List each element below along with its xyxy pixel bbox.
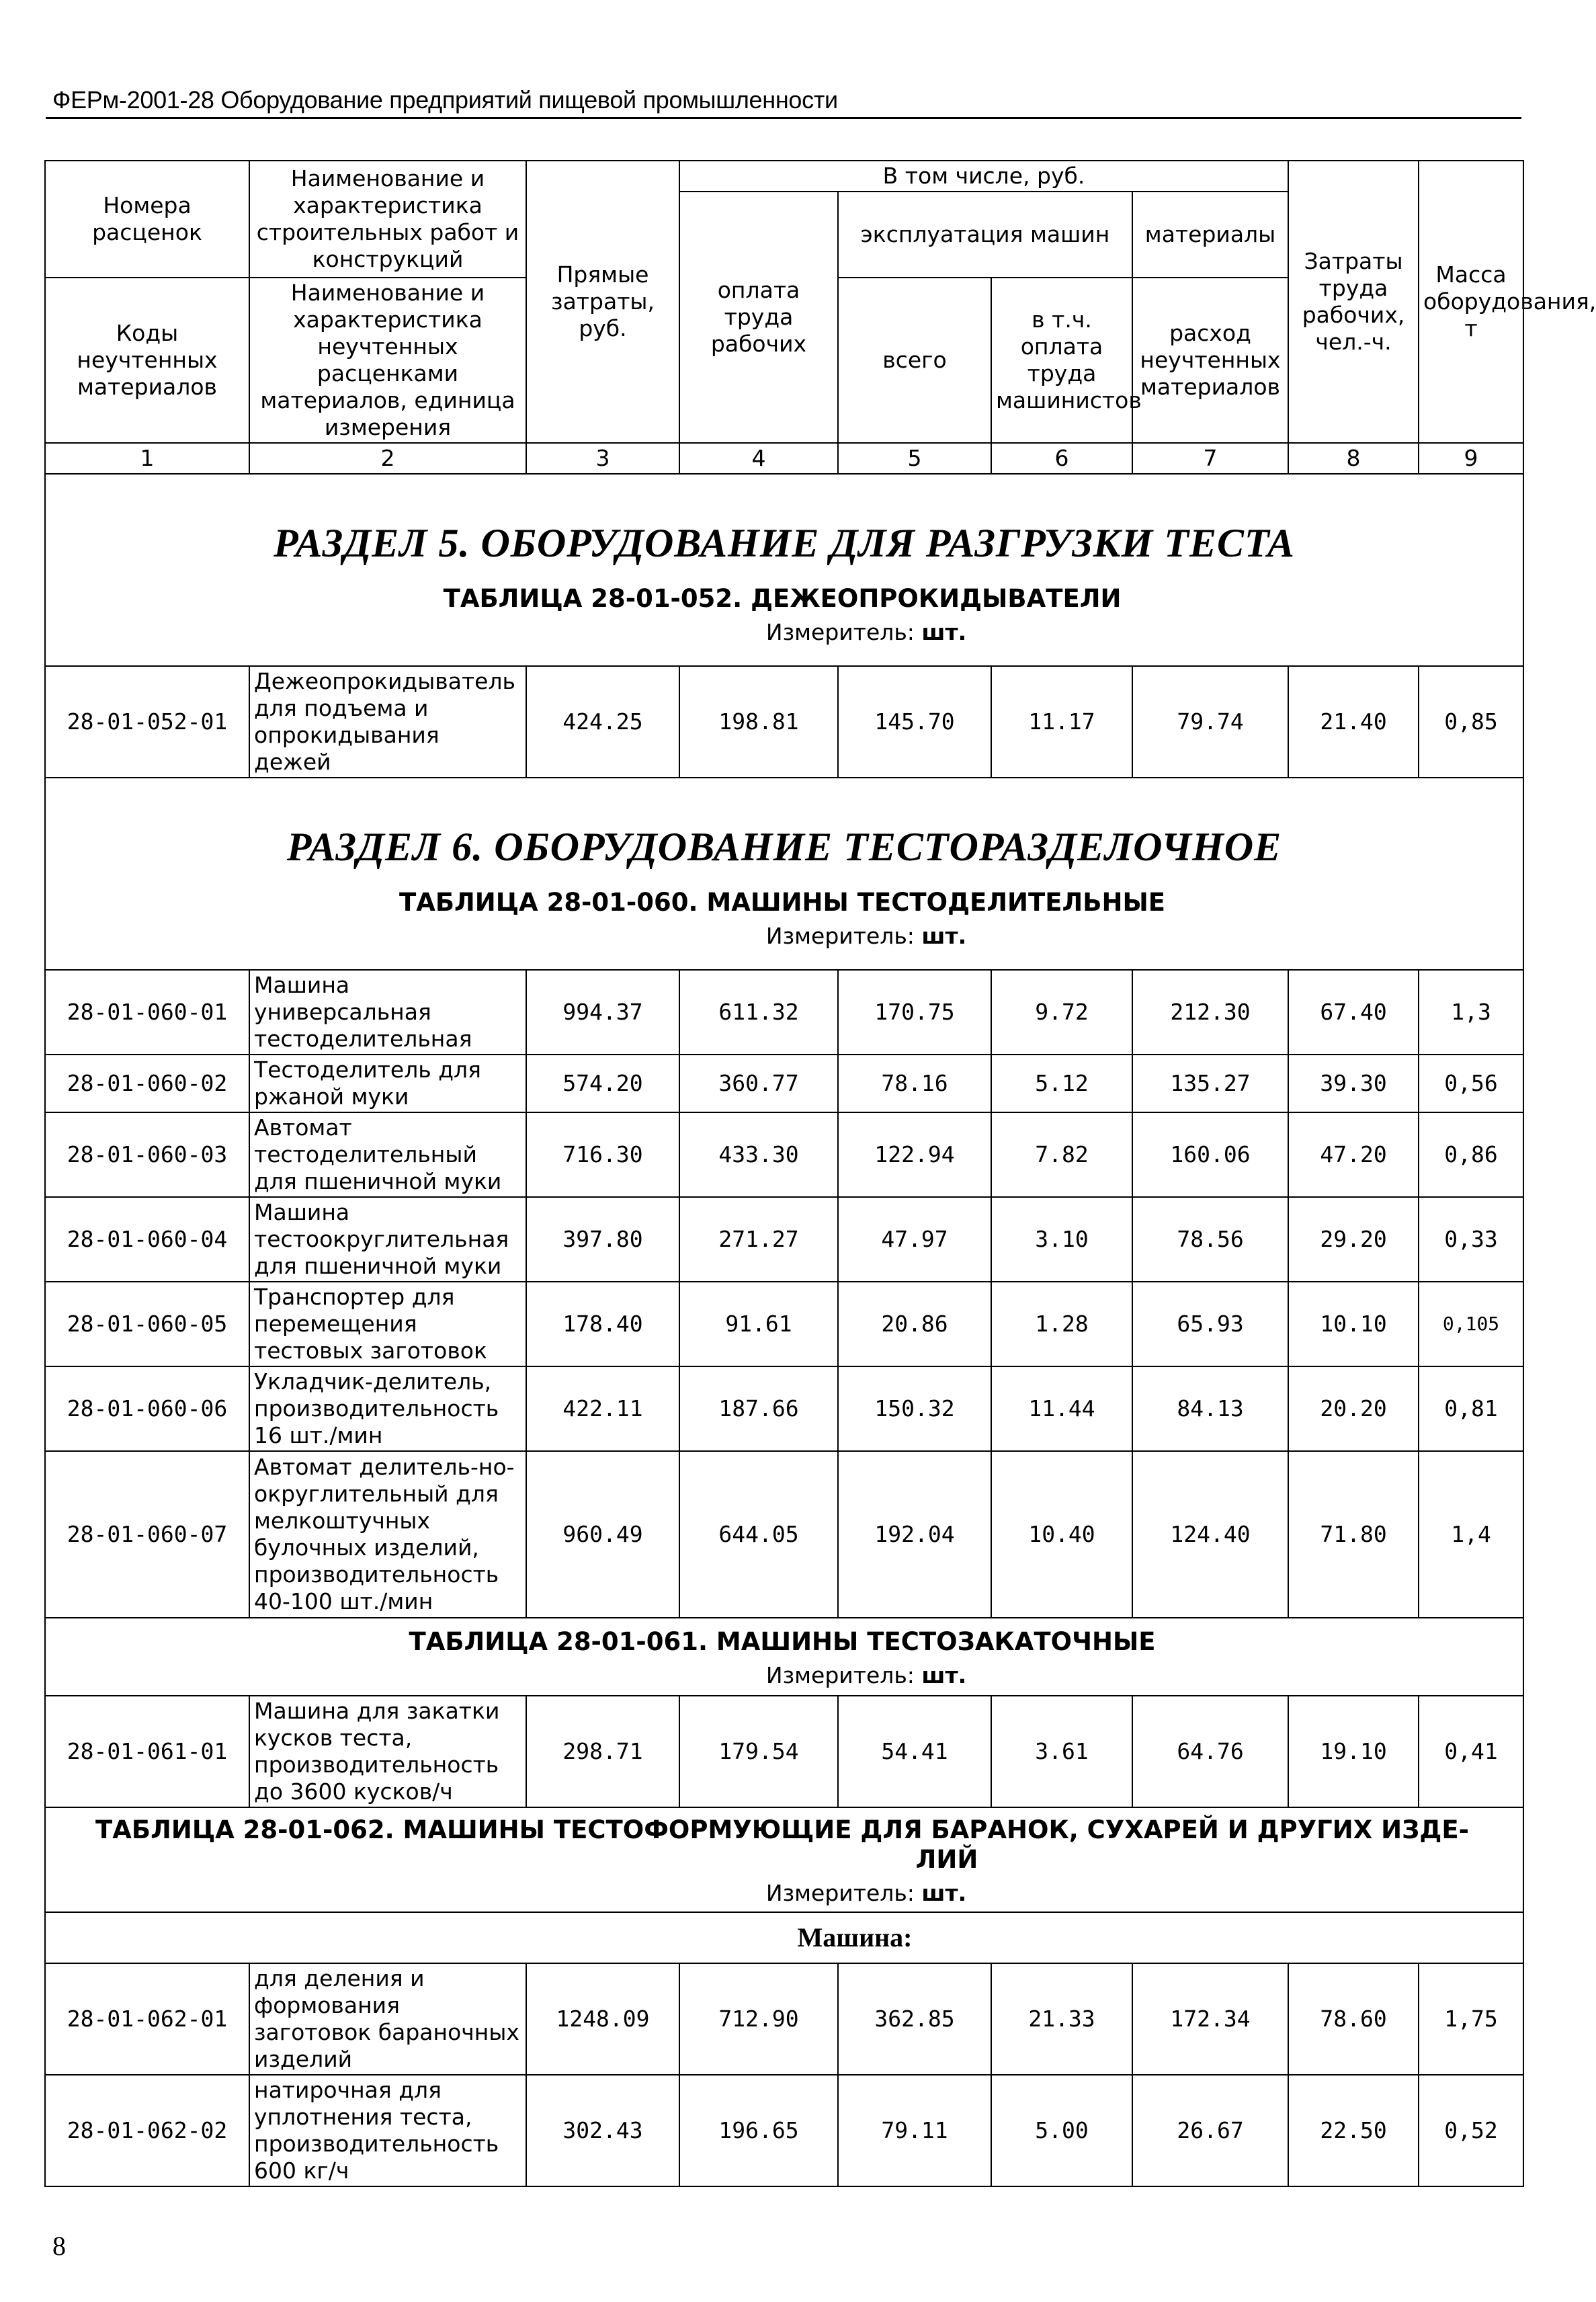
- table-row: [45, 1963, 1523, 2075]
- rate-name: Машина универсальная тестоделительная: [249, 970, 526, 1055]
- operator-pay: 5.00: [991, 2075, 1132, 2186]
- col-number: 9: [1419, 443, 1523, 474]
- col-number: 6: [991, 443, 1132, 474]
- labor-pay: 179.54: [679, 1696, 838, 1807]
- table-062-title: ТАБЛИЦА 28-01-062. МАШИНЫ ТЕСТОФОРМУЮЩИЕ ДЛЯ БАРАНОК, СУХАРЕЙ И ДРУГИХ ИЗДЕ-: [95, 1815, 1469, 1844]
- table-060-title: ТАБЛИЦА 28-01-060. МАШИНЫ ТЕСТОДЕЛИТЕЛЬНЫЕ: [398, 888, 1166, 917]
- col-machine-total-header: всего: [838, 278, 991, 443]
- direct-costs: 716.30: [526, 1112, 679, 1197]
- col-number: 2: [249, 443, 526, 474]
- machine-total: 122.94: [838, 1112, 991, 1197]
- machine-total: 145.70: [838, 666, 991, 778]
- machine-total: 192.04: [838, 1451, 991, 1618]
- operator-pay: 5.12: [991, 1055, 1132, 1112]
- equipment-mass: 1,3: [1419, 970, 1523, 1055]
- table-061-meter: Измеритель: шт.: [765, 1662, 967, 1688]
- materials: 172.34: [1132, 1963, 1288, 2075]
- rate-name: натирочная для уплотнения теста, производительность 600 кг/ч: [249, 2075, 526, 2186]
- direct-costs: 994.37: [526, 970, 679, 1055]
- labor-hours: 10.10: [1288, 1282, 1419, 1366]
- labor-pay: 198.81: [679, 666, 838, 778]
- labor-pay: 360.77: [679, 1055, 838, 1112]
- equipment-mass: 1,4: [1419, 1451, 1523, 1618]
- table-061-title: ТАБЛИЦА 28-01-061. МАШИНЫ ТЕСТОЗАКАТОЧНЫЕ: [409, 1627, 1156, 1656]
- materials: 84.13: [1132, 1366, 1288, 1451]
- labor-hours: 67.40: [1288, 970, 1419, 1055]
- rate-code: 28-01-062-01: [45, 1963, 249, 2075]
- machine-total: 20.86: [838, 1282, 991, 1366]
- col-mass-header: Масса оборудования, т: [1419, 161, 1523, 443]
- col-operator-pay-header: в т.ч. оплата труда машинистов: [991, 278, 1132, 443]
- labor-hours: 19.10: [1288, 1696, 1419, 1807]
- operator-pay: 7.82: [991, 1112, 1132, 1197]
- rate-code: 28-01-060-05: [45, 1282, 249, 1366]
- header-row-1: [45, 161, 1523, 192]
- table-row: [45, 1055, 1523, 1112]
- labor-hours: 78.60: [1288, 1963, 1419, 2075]
- labor-pay: 91.61: [679, 1282, 838, 1366]
- col-machine-ops-header: эксплуатация машин: [838, 192, 1132, 278]
- table-062-title-continued: ЛИЙ: [915, 1845, 978, 1874]
- equipment-mass: 0,56: [1419, 1055, 1523, 1112]
- rate-name: Тестоделитель для ржаной муки: [249, 1055, 526, 1112]
- subheading-row: [45, 1912, 1523, 1963]
- section-5-title: РАЗДЕЛ 5. ОБОРУДОВАНИЕ ДЛЯ РАЗГРУЗКИ ТЕСТА: [274, 521, 1295, 565]
- col-number: 3: [526, 443, 679, 474]
- table-row: [45, 1451, 1523, 1618]
- rate-code: 28-01-060-01: [45, 970, 249, 1055]
- labor-hours: 71.80: [1288, 1451, 1419, 1618]
- rate-name: для деления и формования заготовок бараночных изделий: [249, 1963, 526, 2075]
- labor-pay: 187.66: [679, 1366, 838, 1451]
- rate-name: Укладчик-делитель, производительность 16 шт./мин: [249, 1366, 526, 1451]
- header-rule: [46, 117, 1521, 119]
- col-codes-top-header: Номера расценок: [45, 161, 249, 278]
- col-unaccounted-materials-header: расход неучтенных материалов: [1132, 278, 1288, 443]
- rate-code: 28-01-060-06: [45, 1366, 249, 1451]
- machine-total: 170.75: [838, 970, 991, 1055]
- labor-pay: 611.32: [679, 970, 838, 1055]
- equipment-mass: 0,86: [1419, 1112, 1523, 1197]
- direct-costs: 422.11: [526, 1366, 679, 1451]
- materials: 65.93: [1132, 1282, 1288, 1366]
- direct-costs: 397.80: [526, 1197, 679, 1282]
- rate-name: Транспортер для перемещения тестовых заготовок: [249, 1282, 526, 1366]
- rate-name: Автомат делитель-но-округлительный для мелкоштучных булочных изделий, производительность 40-100 шт./мин: [249, 1451, 526, 1618]
- rates-table: [44, 160, 1596, 2187]
- table-062-meter: Измеритель: шт.: [765, 1880, 967, 1906]
- operator-pay: 1.28: [991, 1282, 1132, 1366]
- direct-costs: 302.43: [526, 2075, 679, 2186]
- col-labor-hours-header: Затраты труда рабочих, чел.-ч.: [1288, 161, 1419, 443]
- machine-total: 54.41: [838, 1696, 991, 1807]
- materials: 124.40: [1132, 1451, 1288, 1618]
- rate-code: 28-01-060-04: [45, 1197, 249, 1282]
- labor-hours: 29.20: [1288, 1197, 1419, 1282]
- table-062-block: [45, 1807, 1523, 1912]
- labor-pay: 712.90: [679, 1963, 838, 2075]
- labor-pay: 271.27: [679, 1197, 838, 1282]
- labor-pay: 433.30: [679, 1112, 838, 1197]
- direct-costs: 424.25: [526, 666, 679, 778]
- equipment-mass: 0,105: [1419, 1282, 1523, 1366]
- col-materials-header: материалы: [1132, 192, 1288, 278]
- direct-costs: 574.20: [526, 1055, 679, 1112]
- table-052-title: ТАБЛИЦА 28-01-052. ДЕЖЕОПРОКИДЫВАТЕЛИ: [443, 584, 1122, 613]
- table-052-meter: Измеритель: шт.: [765, 619, 967, 645]
- col-codes-bottom-header: Коды неучтенных материалов: [45, 278, 249, 443]
- equipment-mass: 1,75: [1419, 1963, 1523, 2075]
- rate-code: 28-01-052-01: [45, 666, 249, 778]
- operator-pay: 9.72: [991, 970, 1132, 1055]
- rate-code: 28-01-060-07: [45, 1451, 249, 1618]
- page-number: 8: [52, 2231, 66, 2261]
- col-number: 8: [1288, 443, 1419, 474]
- table-row: [45, 1696, 1523, 1807]
- direct-costs: 178.40: [526, 1282, 679, 1366]
- table-row: [45, 1366, 1523, 1451]
- operator-pay: 3.61: [991, 1696, 1132, 1807]
- materials: 79.74: [1132, 666, 1288, 778]
- rate-code: 28-01-060-03: [45, 1112, 249, 1197]
- rate-name: Автомат тестоделительный для пшеничной муки: [249, 1112, 526, 1197]
- running-header: ФЕРм-2001-28 Оборудование предприятий пищевой промышленности: [52, 86, 838, 114]
- table-row: [45, 666, 1523, 778]
- table-row: [45, 2075, 1523, 2186]
- labor-hours: 21.40: [1288, 666, 1419, 778]
- machine-total: 79.11: [838, 2075, 991, 2186]
- labor-pay: 644.05: [679, 1451, 838, 1618]
- direct-costs: 298.71: [526, 1696, 679, 1807]
- operator-pay: 11.44: [991, 1366, 1132, 1451]
- materials: 26.67: [1132, 2075, 1288, 2186]
- table-row: [45, 1282, 1523, 1366]
- col-labor-pay-header: оплата труда рабочих: [679, 192, 838, 443]
- section-5-block: [45, 474, 1523, 666]
- equipment-mass: 0,33: [1419, 1197, 1523, 1282]
- direct-costs: 960.49: [526, 1451, 679, 1618]
- rate-name: Дежеопрокидыватель для подъема и опрокидывания дежей: [249, 666, 526, 778]
- table-061-block: [45, 1618, 1523, 1696]
- col-number: 5: [838, 443, 991, 474]
- col-number: 1: [45, 443, 249, 474]
- machine-total: 78.16: [838, 1055, 991, 1112]
- col-including-header: В том числе, руб.: [679, 161, 1288, 192]
- operator-pay: 10.40: [991, 1451, 1132, 1618]
- col-number: 4: [679, 443, 838, 474]
- section-6-title: РАЗДЕЛ 6. ОБОРУДОВАНИЕ ТЕСТОРАЗДЕЛОЧНОЕ: [286, 825, 1282, 869]
- rate-code: 28-01-060-02: [45, 1055, 249, 1112]
- table-row: [45, 970, 1523, 1055]
- equipment-mass: 0,52: [1419, 2075, 1523, 2186]
- machine-total: 362.85: [838, 1963, 991, 2075]
- operator-pay: 3.10: [991, 1197, 1132, 1282]
- rate-name: Машина для закатки кусков теста, производительность до 3600 кусков/ч: [249, 1696, 526, 1807]
- labor-pay: 196.65: [679, 2075, 838, 2186]
- direct-costs: 1248.09: [526, 1963, 679, 2075]
- labor-hours: 20.20: [1288, 1366, 1419, 1451]
- table-row: [45, 1112, 1523, 1197]
- operator-pay: 11.17: [991, 666, 1132, 778]
- materials: 78.56: [1132, 1197, 1288, 1282]
- equipment-mass: 0,41: [1419, 1696, 1523, 1807]
- col-direct-costs-header: Прямые затраты, руб.: [526, 161, 679, 443]
- col-name-top-header: Наименование и характеристика строительных работ и конструкций: [249, 161, 526, 278]
- rate-code: 28-01-062-02: [45, 2075, 249, 2186]
- machine-subheading: Машина:: [797, 1922, 913, 1952]
- rate-name: Машина тестоокруглительная для пшеничной муки: [249, 1197, 526, 1282]
- materials: 212.30: [1132, 970, 1288, 1055]
- rate-code: 28-01-061-01: [45, 1696, 249, 1807]
- materials: 64.76: [1132, 1696, 1288, 1807]
- labor-hours: 22.50: [1288, 2075, 1419, 2186]
- table-060-meter: Измеритель: шт.: [765, 923, 967, 949]
- column-number-row: [45, 443, 1523, 474]
- equipment-mass: 0,81: [1419, 1366, 1523, 1451]
- equipment-mass: 0,85: [1419, 666, 1523, 778]
- col-name-bottom-header: Наименование и характеристика неучтенных расценками материалов, единица измерения: [249, 278, 526, 443]
- materials: 160.06: [1132, 1112, 1288, 1197]
- labor-hours: 39.30: [1288, 1055, 1419, 1112]
- table-row: [45, 1197, 1523, 1282]
- machine-total: 150.32: [838, 1366, 991, 1451]
- machine-total: 47.97: [838, 1197, 991, 1282]
- operator-pay: 21.33: [991, 1963, 1132, 2075]
- section-6-block: [45, 778, 1523, 970]
- labor-hours: 47.20: [1288, 1112, 1419, 1197]
- materials: 135.27: [1132, 1055, 1288, 1112]
- col-number: 7: [1132, 443, 1288, 474]
